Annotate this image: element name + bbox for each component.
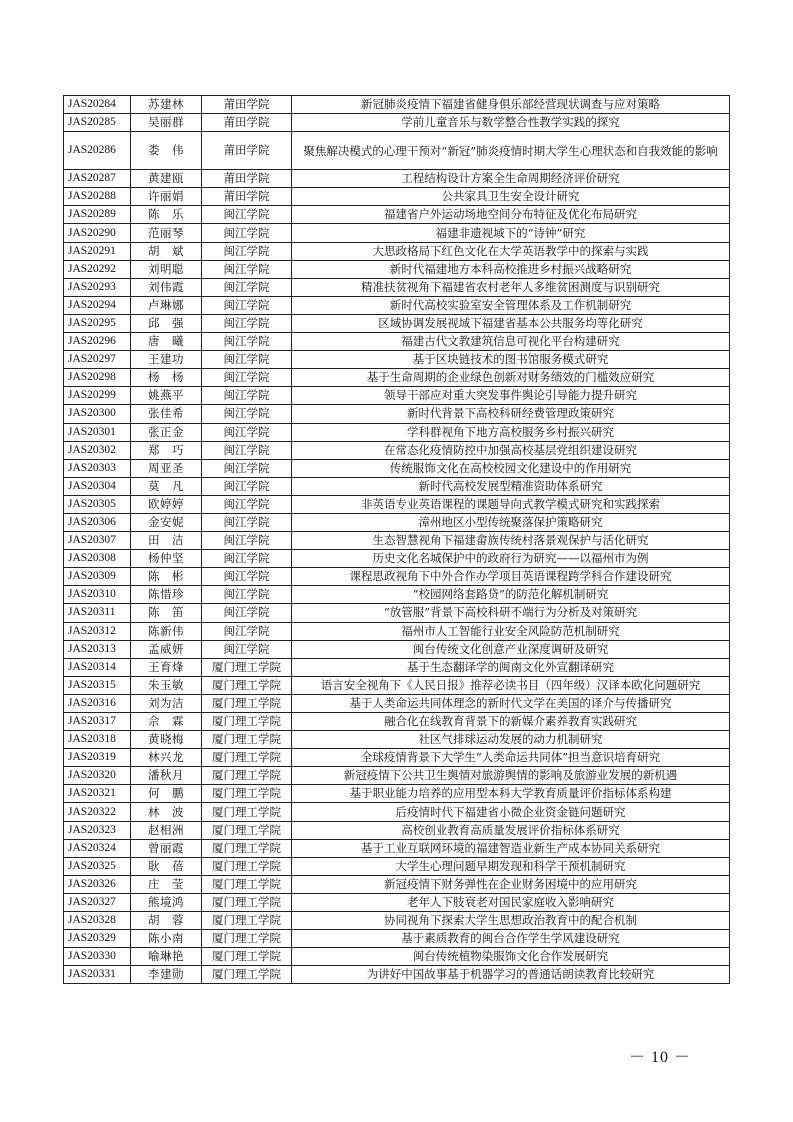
school-cell: 厦门理工学院 [202,966,292,984]
school-cell: 莆田学院 [202,170,292,188]
project-title-cell: 精准扶贫视角下福建省农村老年人多维贫困测度与识别研究 [292,278,730,296]
project-id-cell: JAS20302 [64,441,131,459]
project-title-cell: 新冠肺炎疫情下福建省健身俱乐部经营现状调查与应对策略 [292,96,730,114]
project-title-cell: 基于生态翻译学的闽南文化外宣翻译研究 [292,658,730,676]
table-row [64,132,730,170]
table-row [64,477,730,495]
school-cell: 厦门理工学院 [202,658,292,676]
project-id-cell: JAS20325 [64,857,131,875]
school-cell: 厦门理工学院 [202,803,292,821]
page-number: － 10 － [628,1049,691,1066]
applicant-name-cell: 陈小南 [131,930,202,948]
project-id-cell: JAS20289 [64,206,131,224]
project-id-cell: JAS20331 [64,966,131,984]
table-row [64,114,730,132]
project-title-cell: 学前儿童音乐与数学整合性教学实践的探究 [292,114,730,132]
applicant-name-cell: 王育烽 [131,658,202,676]
project-title-cell: 协同视角下探索大学生思想政治教育中的配合机制 [292,912,730,930]
applicant-name-cell: 刘为洁 [131,694,202,712]
school-cell: 闽江学院 [202,459,292,477]
table-row [64,206,730,224]
project-title-cell: 为讲好中国故事基于机器学习的普通话朗读教育比较研究 [292,966,730,984]
project-title-cell: 基于区块链技术的图书馆服务模式研究 [292,351,730,369]
table-row [64,930,730,948]
school-cell: 厦门理工学院 [202,694,292,712]
table-row [64,369,730,387]
school-cell: 闽江学院 [202,278,292,296]
project-title-cell: 后疫情时代下福建省小微企业资金链问题研究 [292,803,730,821]
project-title-cell: “校园网络套路贷”的防范化解机制研究 [292,586,730,604]
project-id-cell: JAS20307 [64,532,131,550]
school-cell: 厦门理工学院 [202,930,292,948]
applicant-name-cell: 张佳希 [131,405,202,423]
project-id-cell: JAS20299 [64,387,131,405]
project-id-cell: JAS20313 [64,640,131,658]
project-id-cell: JAS20308 [64,550,131,568]
project-title-cell: 语言安全视角下《人民日报》推荐必读书目（四年级）汉译本欧化问题研究 [292,676,730,694]
table-row [64,857,730,875]
table-row [64,912,730,930]
table-row [64,694,730,712]
applicant-name-cell: 欧婷婷 [131,495,202,513]
school-cell: 厦门理工学院 [202,893,292,911]
applicant-name-cell: 胡 蓉 [131,912,202,930]
project-id-cell: JAS20311 [64,604,131,622]
project-title-cell: 课程思政视角下中外合作办学项目英语课程跨学科合作建设研究 [292,568,730,586]
school-cell: 闽江学院 [202,333,292,351]
project-id-cell: JAS20323 [64,821,131,839]
table-row [64,260,730,278]
school-cell: 厦门理工学院 [202,948,292,966]
applicant-name-cell: 张正金 [131,423,202,441]
project-title-cell: 基于素质教育的闽台合作学生学风建设研究 [292,930,730,948]
school-cell: 闽江学院 [202,314,292,332]
table-row [64,513,730,531]
applicant-name-cell: 杨仲坚 [131,550,202,568]
table-row [64,676,730,694]
project-id-cell: JAS20315 [64,676,131,694]
applicant-name-cell: 姚燕平 [131,387,202,405]
project-id-cell: JAS20321 [64,785,131,803]
school-cell: 闽江学院 [202,423,292,441]
school-cell: 闽江学院 [202,387,292,405]
project-title-cell: 全球疫情背景下大学生“人类命运共同体”担当意识培育研究 [292,749,730,767]
project-id-cell: JAS20303 [64,459,131,477]
table-row [64,586,730,604]
applicant-name-cell: 杨 杨 [131,369,202,387]
school-cell: 闽江学院 [202,604,292,622]
project-title-cell: 传统服饰文化在高校校园文化建设中的作用研究 [292,459,730,477]
project-id-cell: JAS20309 [64,568,131,586]
project-title-cell: 聚焦解决模式的心理干预对“新冠”肺炎疫情时期大学生心理状态和自我效能的影响 [292,132,730,170]
project-title-cell: 大学生心理问题早期发现和科学干预机制研究 [292,857,730,875]
table-row [64,550,730,568]
applicant-name-cell: 周亚圣 [131,459,202,477]
applicant-name-cell: 林 波 [131,803,202,821]
project-title-cell: 漳州地区小型传统聚落保护策略研究 [292,513,730,531]
table-row [64,568,730,586]
project-id-cell: JAS20310 [64,586,131,604]
applicant-name-cell: 卢琳娜 [131,296,202,314]
project-id-cell: JAS20316 [64,694,131,712]
project-title-cell: 新时代高校实验室安全管理体系及工作机制研究 [292,296,730,314]
applicant-name-cell: 熊境鸿 [131,893,202,911]
applicant-name-cell: 苏建林 [131,96,202,114]
applicant-name-cell: 黄建瓯 [131,170,202,188]
school-cell: 闽江学院 [202,351,292,369]
table-row [64,893,730,911]
school-cell: 厦门理工学院 [202,731,292,749]
school-cell: 厦门理工学院 [202,713,292,731]
school-cell: 厦门理工学院 [202,839,292,857]
table-row [64,314,730,332]
school-cell: 闽江学院 [202,532,292,550]
table-row [64,532,730,550]
table-row [64,875,730,893]
school-cell: 闽江学院 [202,369,292,387]
project-title-cell: 融合化在线教育背景下的新媒介素养教育实践研究 [292,713,730,731]
project-id-cell: JAS20317 [64,713,131,731]
school-cell: 闽江学院 [202,242,292,260]
applicant-name-cell: 佘 霖 [131,713,202,731]
school-cell: 闽江学院 [202,568,292,586]
applicant-name-cell: 王建功 [131,351,202,369]
applicant-name-cell: 刘明聪 [131,260,202,278]
school-cell: 厦门理工学院 [202,875,292,893]
applicant-name-cell: 陈 笛 [131,604,202,622]
project-id-cell: JAS20318 [64,731,131,749]
applicant-name-cell: 唐 曦 [131,333,202,351]
applicant-name-cell: 娄 伟 [131,132,202,170]
project-title-cell: 闽台传统植物染服饰文化合作发展研究 [292,948,730,966]
project-id-cell: JAS20291 [64,242,131,260]
table-row [64,966,730,984]
project-id-cell: JAS20314 [64,658,131,676]
applicant-name-cell: 田 洁 [131,532,202,550]
school-cell: 闽江学院 [202,477,292,495]
school-cell: 闽江学院 [202,441,292,459]
project-id-cell: JAS20327 [64,893,131,911]
table-row [64,948,730,966]
project-title-cell: 公共家具卫生安全设计研究 [292,188,730,206]
project-title-cell: 基于人类命运共同体理念的新时代文学在美国的译介与传播研究 [292,694,730,712]
project-title-cell: 非英语专业英语课程的课题导向式教学模式研究和实践探索 [292,495,730,513]
project-id-cell: JAS20322 [64,803,131,821]
school-cell: 闽江学院 [202,550,292,568]
project-title-cell: 区域协调发展视域下福建省基本公共服务均等化研究 [292,314,730,332]
project-title-cell: 福建古代文教建筑信息可视化平台构建研究 [292,333,730,351]
project-title-cell: 大思政格局下红色文化在大学英语教学中的探索与实践 [292,242,730,260]
project-id-cell: JAS20306 [64,513,131,531]
school-cell: 莆田学院 [202,114,292,132]
table-row [64,803,730,821]
table-row [64,495,730,513]
school-cell: 闽江学院 [202,405,292,423]
school-cell: 厦门理工学院 [202,767,292,785]
project-id-cell: JAS20286 [64,132,131,170]
applicant-name-cell: 陈 彬 [131,568,202,586]
table-row [64,96,730,114]
project-id-cell: JAS20285 [64,114,131,132]
table-row [64,767,730,785]
project-title-cell: 新冠疫情下公共卫生舆情对旅游舆情的影响及旅游业发展的新机遇 [292,767,730,785]
project-list-table [63,95,730,984]
school-cell: 闽江学院 [202,260,292,278]
table-row [64,405,730,423]
project-title-cell: 福建省户外运动场地空间分布特征及优化布局研究 [292,206,730,224]
table-row [64,351,730,369]
school-cell: 厦门理工学院 [202,785,292,803]
applicant-name-cell: 邱 强 [131,314,202,332]
project-id-cell: JAS20295 [64,314,131,332]
table-row [64,224,730,242]
applicant-name-cell: 耿 蓓 [131,857,202,875]
table-row [64,423,730,441]
school-cell: 闽江学院 [202,495,292,513]
project-id-cell: JAS20297 [64,351,131,369]
applicant-name-cell: 赵相洲 [131,821,202,839]
applicant-name-cell: 陈惜珍 [131,586,202,604]
school-cell: 闽江学院 [202,586,292,604]
project-id-cell: JAS20296 [64,333,131,351]
applicant-name-cell: 陈 乐 [131,206,202,224]
applicant-name-cell: 陈新伟 [131,622,202,640]
project-id-cell: JAS20287 [64,170,131,188]
project-title-cell: “放管服”背景下高校科研不端行为分析及对策研究 [292,604,730,622]
project-title-cell: 新时代背景下高校科研经费管理政策研究 [292,405,730,423]
project-id-cell: JAS20330 [64,948,131,966]
table-row [64,622,730,640]
applicant-name-cell: 吴丽群 [131,114,202,132]
applicant-name-cell: 林兴龙 [131,749,202,767]
table-row [64,333,730,351]
project-title-cell: 基于生命周期的企业绿色创新对财务绩效的门槛效应研究 [292,369,730,387]
applicant-name-cell: 李建勋 [131,966,202,984]
project-id-cell: JAS20326 [64,875,131,893]
table-row [64,278,730,296]
school-cell: 莆田学院 [202,188,292,206]
table-row [64,839,730,857]
project-title-cell: 老年人下肢衰老对国民家庭收入影响研究 [292,893,730,911]
table-row [64,441,730,459]
school-cell: 闽江学院 [202,513,292,531]
project-id-cell: JAS20329 [64,930,131,948]
project-title-cell: 福州市人工智能行业安全风险防范机制研究 [292,622,730,640]
project-id-cell: JAS20284 [64,96,131,114]
project-id-cell: JAS20298 [64,369,131,387]
project-id-cell: JAS20312 [64,622,131,640]
school-cell: 厦门理工学院 [202,676,292,694]
table-row [64,658,730,676]
school-cell: 厦门理工学院 [202,749,292,767]
applicant-name-cell: 庄 莹 [131,875,202,893]
school-cell: 闽江学院 [202,206,292,224]
project-id-cell: JAS20324 [64,839,131,857]
applicant-name-cell: 曾丽霞 [131,839,202,857]
project-id-cell: JAS20305 [64,495,131,513]
applicant-name-cell: 胡 斌 [131,242,202,260]
project-title-cell: 生态智慧视角下福建畲族传统村落景观保护与活化研究 [292,532,730,550]
applicant-name-cell: 范丽琴 [131,224,202,242]
project-id-cell: JAS20293 [64,278,131,296]
applicant-name-cell: 莫 凡 [131,477,202,495]
project-title-cell: 在常态化疫情防控中加强高校基层党组织建设研究 [292,441,730,459]
project-title-cell: 新冠疫情下财务弹性在企业财务困境中的应用研究 [292,875,730,893]
table-row [64,821,730,839]
applicant-name-cell: 刘伟霞 [131,278,202,296]
project-title-cell: 福建非遗视域下的“诗钟”研究 [292,224,730,242]
applicant-name-cell: 许丽娟 [131,188,202,206]
project-title-cell: 基于工业互联网环境的福建智造业新生产成本协同关系研究 [292,839,730,857]
project-id-cell: JAS20320 [64,767,131,785]
school-cell: 莆田学院 [202,96,292,114]
project-title-cell: 基于职业能力培养的应用型本科大学教育质量评价指标体系构建 [292,785,730,803]
project-title-cell: 高校创业教育高质量发展评价指标体系研究 [292,821,730,839]
school-cell: 厦门理工学院 [202,857,292,875]
project-title-cell: 闽台传统文化创意产业深度调研及研究 [292,640,730,658]
applicant-name-cell: 金安妮 [131,513,202,531]
project-id-cell: JAS20328 [64,912,131,930]
project-title-cell: 社区气排球运动发展的动力机制研究 [292,731,730,749]
table-row [64,640,730,658]
project-id-cell: JAS20319 [64,749,131,767]
school-cell: 闽江学院 [202,622,292,640]
applicant-name-cell: 孟威妍 [131,640,202,658]
applicant-name-cell: 潘秋月 [131,767,202,785]
project-title-cell: 工程结构设计方案全生命周期经济评价研究 [292,170,730,188]
project-title-cell: 学科群视角下地方高校服务乡村振兴研究 [292,423,730,441]
project-id-cell: JAS20290 [64,224,131,242]
school-cell: 莆田学院 [202,132,292,170]
project-id-cell: JAS20300 [64,405,131,423]
table-row [64,387,730,405]
project-id-cell: JAS20294 [64,296,131,314]
table-body [64,96,730,984]
table-row [64,731,730,749]
project-id-cell: JAS20304 [64,477,131,495]
applicant-name-cell: 何 鹏 [131,785,202,803]
table-row [64,604,730,622]
project-title-cell: 历史文化名城保护中的政府行为研究——以福州市为例 [292,550,730,568]
table-row [64,459,730,477]
project-title-cell: 领导干部应对重大突发事件舆论引导能力提升研究 [292,387,730,405]
project-title-cell: 新时代福建地方本科高校推进乡村振兴战略研究 [292,260,730,278]
school-cell: 闽江学院 [202,296,292,314]
table-row [64,242,730,260]
project-id-cell: JAS20292 [64,260,131,278]
table-row [64,749,730,767]
project-title-cell: 新时代高校发展型精准资助体系研究 [292,477,730,495]
school-cell: 厦门理工学院 [202,821,292,839]
project-id-cell: JAS20301 [64,423,131,441]
applicant-name-cell: 郑 巧 [131,441,202,459]
school-cell: 厦门理工学院 [202,912,292,930]
applicant-name-cell: 黄晓梅 [131,731,202,749]
table-row [64,785,730,803]
table-row [64,296,730,314]
table-row [64,188,730,206]
table-row [64,713,730,731]
table-row [64,170,730,188]
project-id-cell: JAS20288 [64,188,131,206]
school-cell: 闽江学院 [202,640,292,658]
school-cell: 闽江学院 [202,224,292,242]
applicant-name-cell: 朱玉敏 [131,676,202,694]
applicant-name-cell: 喻琳艳 [131,948,202,966]
